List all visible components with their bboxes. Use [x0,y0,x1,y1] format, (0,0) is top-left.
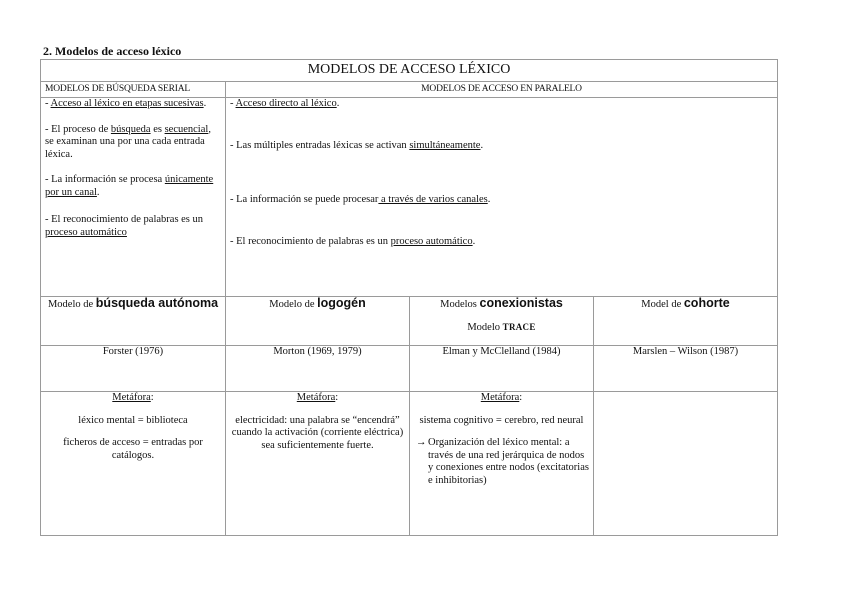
metaphor-conexionistas [410,392,594,536]
model-prefix: Modelo de [47,299,96,310]
metaphor-arrow-item [414,437,589,487]
metaphor-label: Metáfora [296,392,336,403]
parallel-feature-4 [230,236,773,249]
serial-feature-2 [45,124,221,162]
parallel-feature-3 [230,194,773,207]
underlined-text: proceso automático [390,235,473,247]
text: - [45,98,51,109]
parallel-feature-2 [230,140,773,153]
parallel-models-header: MODELOS DE ACCESO EN PARALELO [226,82,778,98]
underlined-text: proceso automático [45,226,127,238]
reference-forster: Forster (1976) [41,346,226,392]
text: - [230,98,236,109]
underlined-text: Acceso directo al léxico [235,98,337,109]
section-heading: 2. Modelos de acceso léxico [43,44,182,58]
lexical-access-models-table [40,59,778,536]
model-prefix: Modelos [440,299,480,310]
reference-marslen-wilson: Marslen – Wilson (1987) [594,346,778,392]
model-name: búsqueda autónoma [95,296,219,310]
text: , se examinan una por una cada entrada léxica. [45,123,211,160]
metaphor-label-line [45,392,221,405]
metaphor-label: Metáfora [480,392,520,403]
parallel-features-cell [226,98,778,297]
reference-morton: Morton (1969, 1979) [226,346,410,392]
model-prefix: Modelo de [269,299,318,310]
text: . [96,186,100,198]
model-name: conexionistas [479,296,563,310]
text: . [487,194,491,205]
metaphor-text: sistema cognitivo = cerebro, red neural [419,414,584,426]
text: . [203,98,207,109]
underlined-text: simultáneamente [409,139,481,151]
model-name: cohorte [683,296,730,310]
text: . [472,235,476,247]
serial-feature-3 [45,174,221,199]
metaphor-cohorte-empty [594,392,778,536]
text: - La información se puede procesar [230,194,379,205]
serial-models-header: MODELOS DE BÚSQUEDA SERIAL [41,82,226,98]
metaphor-text: ficheros de acceso = entradas por catálogos. [63,437,203,461]
metaphor-text: Organización del léxico mental: a través de una red jerárquica de nodos y conexiones entre nodos (excitatorias e inhibitorias) [428,437,589,486]
parallel-feature-1 [230,98,773,111]
metaphor-busqueda-autonoma [41,392,226,536]
metaphor-logogen [226,392,410,536]
metaphor-colon: : [519,392,523,403]
text: - El reconocimiento de palabras es un [45,214,204,225]
serial-feature-1 [45,98,221,111]
model-subline [414,321,589,335]
underlined-text: Acceso al léxico en etapas sucesivas [50,98,204,109]
model-cohorte [594,297,778,346]
table-title: MODELOS DE ACCESO LÉXICO [41,60,778,82]
serial-features-cell [41,98,226,297]
text: - El proceso de [45,123,111,135]
model-name: logogén [317,296,366,310]
reference-elman-mcclelland: Elman y McClelland (1984) [410,346,594,392]
model-prefix: Model de [641,299,684,310]
underlined-text: por un canal [45,186,97,198]
model-sub-prefix: Modelo [467,321,503,333]
model-busqueda-autonoma [41,297,226,346]
metaphor-colon: : [335,392,339,403]
metaphor-label: Metáfora [112,392,151,403]
text: - El reconocimiento de palabras es un [230,235,391,247]
model-line [414,297,589,312]
model-sub-name: TRACE [502,321,536,332]
metaphor-text: léxico mental = biblioteca [78,414,188,426]
model-conexionistas [410,297,594,346]
metaphor-text: electricidad: una palabra se “encendrá” cuando la activación (corriente eléctrica) sea suficientemente fuerte. [231,414,404,451]
arrow-right-icon: → [416,437,427,448]
metaphor-colon: : [150,392,154,403]
underlined-text: búsqueda [110,123,151,135]
metaphor-label-line [414,392,589,405]
text: . [480,139,484,151]
underlined-text: a través de varios canales [378,194,488,205]
model-logogen [226,297,410,346]
underlined-text: únicamente [164,174,214,185]
text: - La información se procesa [45,174,165,185]
underlined-text: secuencial [164,123,209,135]
text: . [336,98,340,109]
text: - Las múltiples entradas léxicas se activan [230,139,410,151]
serial-feature-4 [45,214,221,239]
metaphor-label-line [230,392,405,405]
text: es [150,123,165,135]
